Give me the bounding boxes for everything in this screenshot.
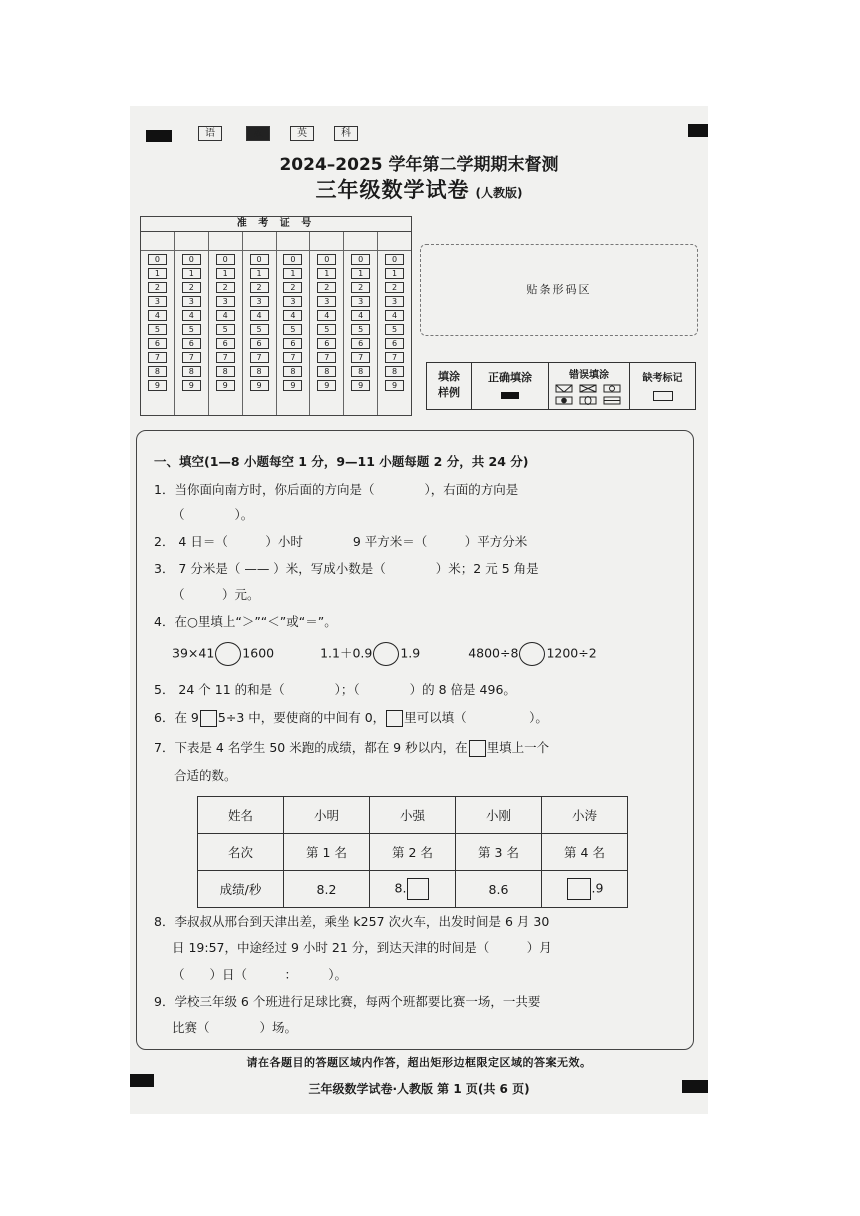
page-footer: 三年级数学试卷·人教版 第 1 页(共 6 页): [308, 1082, 530, 1096]
exam-title-line2: [130, 174, 708, 204]
question-6-box-2[interactable]: [386, 710, 403, 727]
exam-id-digit-bubble[interactable]: 1: [148, 268, 167, 279]
table-cell: 成绩/秒: [198, 871, 284, 908]
exam-id-digit-bubble[interactable]: 8: [216, 366, 235, 377]
exam-id-digit-bubble[interactable]: 0: [216, 254, 235, 265]
exam-id-digit-bubble[interactable]: 5: [182, 324, 201, 335]
question-8-line-1: 8．李叔叔从邢台到天津出差，乘坐 k257 次火车，出发时间是 6 月 30: [154, 914, 550, 929]
exam-id-digit-bubble[interactable]: 9: [317, 380, 336, 391]
table-cell: 小强: [370, 797, 456, 834]
exam-id-digit-bubble[interactable]: 1: [216, 268, 235, 279]
exam-id-column: [243, 232, 277, 415]
exam-id-write-cell[interactable]: [141, 232, 174, 251]
exam-id-digit-bubble[interactable]: 1: [283, 268, 302, 279]
exam-id-digit-bubble[interactable]: 1: [317, 268, 336, 279]
exam-id-digit-bubble[interactable]: 8: [182, 366, 201, 377]
exam-id-digit-bubble[interactable]: 2: [385, 282, 404, 293]
fill-wrong-examples-icon: [554, 383, 624, 407]
absent-mark-box[interactable]: [653, 391, 673, 401]
fill-correct-mark: [501, 392, 519, 399]
fill-sample-box: [426, 362, 696, 410]
exam-id-column: [344, 232, 378, 415]
fill-sample-label: [427, 363, 472, 409]
score-xiaotao-box[interactable]: [567, 878, 591, 900]
exam-id-grid: [140, 216, 412, 416]
exam-id-digit-bubble[interactable]: 9: [351, 380, 370, 391]
question-2: 2． 4 日＝（ ）小时 9 平方米＝（ ）平方分米: [154, 534, 528, 549]
exam-id-digit-bubble[interactable]: 1: [385, 268, 404, 279]
exam-id-digit-bubble[interactable]: 2: [351, 282, 370, 293]
exam-id-write-cell[interactable]: [243, 232, 276, 251]
exam-id-write-cell[interactable]: [344, 232, 377, 251]
section-heading: 一、填空(1—8 小题每空 1 分，9—11 小题每题 2 分，共 24 分): [154, 454, 529, 469]
exam-id-digit-bubble[interactable]: 1: [250, 268, 269, 279]
table-row: [198, 871, 628, 908]
exam-id-column: [378, 232, 411, 415]
fill-sample-absent: [630, 363, 695, 409]
barcode-area: 贴条形码区: [420, 244, 698, 336]
exam-id-digit-bubble[interactable]: 4: [182, 310, 201, 321]
exam-id-write-cell[interactable]: [209, 232, 242, 251]
exam-id-column: [175, 232, 209, 415]
exam-id-digit-bubble[interactable]: 8: [385, 366, 404, 377]
compare-2-left: 1.1＋0.9: [320, 645, 373, 661]
exam-id-heading: 准 考 证 号: [141, 217, 411, 232]
exam-id-digit-bubble[interactable]: 2: [216, 282, 235, 293]
exam-id-digit-bubble[interactable]: 2: [317, 282, 336, 293]
question-6-pre: 6．在 9: [154, 710, 199, 725]
question-6-box-1[interactable]: [200, 710, 217, 727]
exam-id-digit-bubble[interactable]: 5: [250, 324, 269, 335]
exam-id-digit-bubble[interactable]: 6: [250, 338, 269, 349]
exam-id-digit-bubble[interactable]: 4: [148, 310, 167, 321]
question-8-line-2: 日 19:57，中途经过 9 小时 21 分，到达天津的时间是（ ）月: [172, 940, 552, 955]
table-cell: 8.6: [456, 871, 542, 908]
exam-id-digit-bubble[interactable]: 5: [216, 324, 235, 335]
table-cell: 小涛: [542, 797, 628, 834]
exam-id-digit-bubble[interactable]: 8: [317, 366, 336, 377]
exam-id-write-cell[interactable]: [175, 232, 208, 251]
table-cell: [370, 871, 456, 908]
exam-id-digit-bubble[interactable]: 6: [351, 338, 370, 349]
exam-id-digit-bubble[interactable]: 7: [283, 352, 302, 363]
question-9-line-1: 9．学校三年级 6 个班进行足球比赛，每两个班都要比赛一场，一共要: [154, 994, 541, 1009]
fill-wrong-label: 错误填涂: [569, 370, 609, 381]
exam-id-digit-bubble[interactable]: 4: [351, 310, 370, 321]
exam-id-digit-bubble[interactable]: 6: [385, 338, 404, 349]
exam-id-digit-bubble[interactable]: 8: [250, 366, 269, 377]
subject-science[interactable]: 科: [334, 126, 358, 141]
table-cell: 8.2: [284, 871, 370, 908]
table-cell: 第 2 名: [370, 834, 456, 871]
edition-label: (人教版): [475, 186, 523, 200]
exam-id-write-cell[interactable]: [277, 232, 310, 251]
exam-id-digit-bubble[interactable]: 5: [351, 324, 370, 335]
exam-id-digit-bubble[interactable]: 2: [148, 282, 167, 293]
registration-mark-top-left: [146, 130, 172, 142]
table-cell: 小刚: [456, 797, 542, 834]
exam-id-digit-bubble[interactable]: 0: [351, 254, 370, 265]
exam-id-column: [209, 232, 243, 415]
exam-id-digit-bubble[interactable]: 0: [182, 254, 201, 265]
question-3-line-1: 3． 7 分米是（ —— ）米，写成小数是（ ）米；2 元 5 角是: [154, 561, 539, 576]
question-8-line-3: （ ）日（ ： ）。: [172, 967, 348, 982]
exam-id-digit-bubble[interactable]: 7: [385, 352, 404, 363]
exam-id-digit-bubble[interactable]: 5: [148, 324, 167, 335]
exam-id-digit-bubble[interactable]: 8: [351, 366, 370, 377]
fill-sample-label-1: 填涂: [438, 370, 460, 383]
question-7-post: 里填上一个: [486, 740, 550, 755]
subject-english[interactable]: 英: [290, 126, 314, 141]
exam-id-digit-bubble[interactable]: 5: [317, 324, 336, 335]
fill-sample-correct: [472, 363, 549, 409]
question-6: [154, 708, 548, 727]
exam-title-line1: 2024–2025 学年第二学期期末督测: [279, 155, 559, 175]
exam-id-columns: [141, 232, 411, 415]
exam-id-digit-bubble[interactable]: 2: [250, 282, 269, 293]
exam-id-digit-bubble[interactable]: 1: [182, 268, 201, 279]
question-9-line-2: 比赛（ ）场。: [172, 1020, 298, 1035]
score-xiaoqiang-prefix: 8.: [394, 880, 407, 896]
table-cell: 小明: [284, 797, 370, 834]
compare-circle-3[interactable]: [519, 642, 545, 666]
exam-id-write-cell[interactable]: [378, 232, 411, 251]
compare-1-left: 39×41: [172, 645, 215, 661]
exam-id-digit-bubble[interactable]: 9: [250, 380, 269, 391]
exam-id-digit-bubble[interactable]: 0: [317, 254, 336, 265]
question-3-line-2: （ ）元。: [172, 587, 260, 602]
exam-id-digit-bubble[interactable]: 6: [148, 338, 167, 349]
exam-id-digit-bubble[interactable]: 6: [182, 338, 201, 349]
exam-id-digit-bubble[interactable]: 4: [317, 310, 336, 321]
fill-correct-label: 正确填涂: [488, 371, 532, 384]
subject-chinese[interactable]: 语: [198, 126, 222, 141]
score-xiaotao-suffix: .9: [591, 880, 604, 896]
exam-id-digit-bubble[interactable]: 3: [148, 296, 167, 307]
score-xiaoqiang-box[interactable]: [407, 878, 429, 900]
table-cell: [542, 871, 628, 908]
exam-id-digit-bubble[interactable]: 9: [148, 380, 167, 391]
table-row: [198, 834, 628, 871]
absent-label: 缺考标记: [642, 373, 683, 384]
table-cell: 名次: [198, 834, 284, 871]
exam-id-digit-bubble[interactable]: 8: [283, 366, 302, 377]
question-6-mid: 5÷3 中，要使商的中间有 0，: [217, 710, 386, 725]
question-7-box[interactable]: [469, 740, 486, 757]
question-6-post: 里可以填（ ）。: [404, 710, 548, 725]
score-table: [197, 796, 628, 908]
fill-sample-label-2: 样例: [438, 386, 460, 399]
table-row: [198, 797, 628, 834]
exam-id-digit-bubble[interactable]: 4: [250, 310, 269, 321]
exam-id-digit-bubble[interactable]: 3: [250, 296, 269, 307]
exam-id-digit-bubble[interactable]: 6: [283, 338, 302, 349]
table-cell: 第 1 名: [284, 834, 370, 871]
compare-3-right: 1200÷2: [546, 645, 597, 661]
question-7-pre: 7．下表是 4 名学生 50 米跑的成绩，都在 9 秒以内，在: [154, 740, 468, 755]
exam-id-digit-bubble[interactable]: 6: [317, 338, 336, 349]
exam-id-digit-bubble[interactable]: 9: [182, 380, 201, 391]
exam-id-digit-bubble[interactable]: 7: [250, 352, 269, 363]
exam-id-write-cell[interactable]: [310, 232, 343, 251]
answer-area-note: 请在各题目的答题区域内作答，超出矩形边框限定区域的答案无效。: [246, 1056, 592, 1069]
question-7-line-2: 合适的数。: [174, 768, 237, 783]
exam-id-column: [141, 232, 175, 415]
table-cell: 第 4 名: [542, 834, 628, 871]
exam-id-digit-bubble[interactable]: 0: [148, 254, 167, 265]
compare-1-right: 1600: [242, 645, 275, 661]
exam-id-digit-bubble[interactable]: 7: [216, 352, 235, 363]
question-4-comparisons: [172, 642, 597, 666]
exam-id-digit-bubble[interactable]: 9: [283, 380, 302, 391]
exam-id-digit-bubble[interactable]: 0: [283, 254, 302, 265]
exam-id-digit-bubble[interactable]: 9: [216, 380, 235, 391]
exam-id-digit-bubble[interactable]: 0: [250, 254, 269, 265]
exam-id-digit-bubble[interactable]: 4: [283, 310, 302, 321]
compare-circle-2[interactable]: [373, 642, 399, 666]
exam-id-digit-bubble[interactable]: 2: [283, 282, 302, 293]
exam-id-digit-bubble[interactable]: 3: [351, 296, 370, 307]
exam-id-column: [310, 232, 344, 415]
subject-math[interactable]: 数: [246, 126, 270, 141]
exam-id-digit-bubble[interactable]: 5: [283, 324, 302, 335]
exam-id-digit-bubble[interactable]: 3: [182, 296, 201, 307]
exam-id-digit-bubble[interactable]: 1: [351, 268, 370, 279]
compare-3-left: 4800÷8: [468, 645, 519, 661]
exam-id-digit-bubble[interactable]: 3: [385, 296, 404, 307]
exam-id-digit-bubble[interactable]: 2: [182, 282, 201, 293]
exam-title: 三年级数学试卷: [315, 178, 470, 202]
exam-sheet: [130, 106, 708, 1114]
exam-id-digit-bubble[interactable]: 3: [283, 296, 302, 307]
compare-circle-1[interactable]: [215, 642, 241, 666]
exam-id-digit-bubble[interactable]: 7: [148, 352, 167, 363]
question-5: 5． 24 个 11 的和是（ ）；（ ）的 8 倍是 496。: [154, 682, 516, 697]
question-1-line-1: 1．当你面向南方时，你后面的方向是（ ），右面的方向是: [154, 482, 519, 497]
exam-id-digit-bubble[interactable]: 7: [182, 352, 201, 363]
exam-id-digit-bubble[interactable]: 4: [216, 310, 235, 321]
question-7-line-1: [154, 738, 549, 757]
exam-id-digit-bubble[interactable]: 3: [317, 296, 336, 307]
registration-mark-top-right: [688, 124, 708, 137]
table-cell: 姓名: [198, 797, 284, 834]
exam-id-digit-bubble[interactable]: 0: [385, 254, 404, 265]
question-1-line-2: （ ）。: [172, 507, 254, 522]
fill-sample-wrong: [549, 363, 630, 409]
exam-id-digit-bubble[interactable]: 6: [216, 338, 235, 349]
exam-id-column: [277, 232, 311, 415]
exam-id-digit-bubble[interactable]: 3: [216, 296, 235, 307]
question-4: 4．在○里填上“＞”“＜”或“＝”。: [154, 614, 337, 629]
exam-id-digit-bubble[interactable]: 7: [351, 352, 370, 363]
exam-id-digit-bubble[interactable]: 4: [385, 310, 404, 321]
table-cell: 第 3 名: [456, 834, 542, 871]
exam-id-digit-bubble[interactable]: 7: [317, 352, 336, 363]
exam-id-digit-bubble[interactable]: 8: [148, 366, 167, 377]
exam-id-digit-bubble[interactable]: 5: [385, 324, 404, 335]
exam-id-digit-bubble[interactable]: 9: [385, 380, 404, 391]
compare-2-right: 1.9: [400, 645, 421, 661]
